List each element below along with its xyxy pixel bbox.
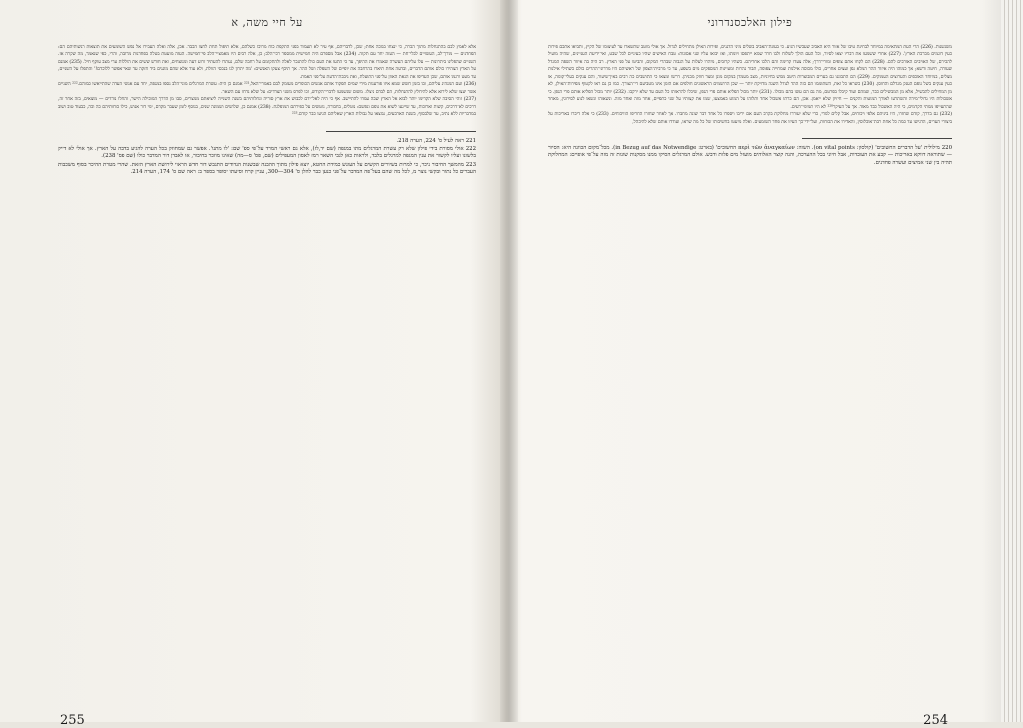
footnote: 223 מהמשך החיבור ניכר, כי למרות בשיורים הקשים על העונש כמידת החטא, יוצא פילון מתוך ההבנה שבשנות הנדודים התגבש דור חדש הראוי לירושת הארץ הזאת. שהרי מטרת ההיכר בסוף משכבות העברים כל נתור ובקשי נוצר מ, לכל מה שהם בעל־פה המדבר על־פני כנען כבר להלן ס' 304—300, עניין קרח וסיעתו יסופר בספר ב: ראה שם ס' 174, הערה 214. <box>58 161 476 176</box>
footnote: 222 אולי מסורת בידי פילון שלא רק עשרת המרגלים מתו במגפה (שם יד,לז), אלא גם ראשי המרד על־פי ספ' שם: 'לו מתנו'. אפשר גם שמחוזק בכל הערה להגיע בדבה על הארץ. אך אולי לא דייק בלשונו ועליו לקשור את ענין המגפה למרגלים בלבד, ולראות כאן לגבי השאר רמז לאסון המעפילים (שם, פס' ס—מה) שאינו מוזכר בחיבור, או לאבדן דור המדבר כולו (שם פס' 238). <box>58 145 476 160</box>
footnotes <box>58 138 476 177</box>
footnote: 220 מילולית 'על הדברים החשובים' (קולסון: on vital points). השוה: περὶ τῶν ἀναγκαίων החשובים' (בארט: in Bezug auf das Notwendige). מכל־מקום הכוונה היא: הסיור — שתוראה דווקא באריכות — קבע את העובדות, אבל חיוני בכל ההערכה, והנה קוצר האלוהים מועזל מים פלות ודבש. אולם המרגלים הסיקו ממנו מסקנות שונות זה מזה על־פי אופיים: המחלוקת תהיה בין שני אמיצים ועשרה פחדנים. <box>548 144 953 166</box>
footnotes <box>548 145 952 167</box>
running-head: על חיי משה, א <box>231 16 303 29</box>
paragraph: אלא לאמץ לבם בהתנחלות מתוך הכרה, כי ינצחו במכה אחת; שכן, לדבריהם, אף עיר לא תעמוד בפני התקפת כוח מרוכז כשלהם, אלא תיפול תחת לחצו הכבד. אכן, אלה ואלה העבירו אל נפש השומעים את תוצאות רגשותיהם הם: הפחדנים — מורך־לב, העשויים לבלי־חת — העזה יחד עם תקוה. (234) אבל מספרם היה חמישית ממספר רכי־הלב; כן, אלה רבים היו מאמציי־הלב פי־חמישה. העזה מועטת בטלה בפחדנות מרובה, והרי, כפי שנאמר, מה שקרה אז. השניים שהפליגו ביתרונות — עלו עליהם העשרה שאמרו את ההיפך, עד כי התעו את העם כולו להתנכר לאלה ולהתקומם על רחבה שלם, נעתרו להעתיד זרוע דעה ומנוצחים, ואת חודש ששים את הוללות ערי מצב עוקף חיל. (235) אמנם על הארץ הצהירו כולם אותם הדברים, ובדעה אחת תיארו בהרחבה את יופיים של השפלה ושל ההר. אך תיכף צעקו האנשים: 'מה יתרון לנו בנכסי הזולת, ולא עוד אלא שהם מוגנים ביד חזקה עד שאי־אפשר ללוכדם!' והתפלו על השניים, עד מעט ורגמו אותם, שכן העדיפו את הנאת האוזן על־פני התועלת, ואת גיבבת־הדעת על־פני האמת. <box>58 45 477 80</box>
page-number: 254 <box>923 713 948 728</box>
page-number: 255 <box>60 713 85 728</box>
paragraph: (232) גם בדרך, קודם שחזרו, היו ביניהם אלפי ויכוחים, אבל קלים למדי, כדי שלא יעוררו מחלוקת בקרב העם אם יריבו ויספרו כל אחד דבר שונה מחברו. אך לאחר שחזרו החריפו הוויכוחים. (233) כי אלה דיברו באריכות על ביצורי הערים, הדגישו עד כמה כל אחת רבת־אוכלוסין, והאדירו את הכוחות, ועל־ידי־כך העיזו את פחד השומעים. ואלה מיעטו בחשיבותו של כל מה שראו, ועודדו אותם שלא להיבהל, <box>548 112 952 125</box>
footnote-rule <box>326 131 476 132</box>
book-gutter <box>500 0 518 722</box>
body-text <box>548 44 952 126</box>
body-text <box>58 44 476 119</box>
footnote-rule <box>802 138 952 139</box>
paragraph: משגשגות. (226) הרי העת המתאימה במיוחד לבחינת טיבו של אזור היא האביב שעכשיו הגיע. כי בעונת־האביב בשלים מיני הדגנים, ופירות האילן מתחילים לגדול. אך אולי מוטב שתשארו עד לעיצומו של הקיץ, ותביאו אתכם פירות כעין דוגמים מברכת הארץ'. (227) אחרי ששמעו את דבריו יצאו לסיור, וכל העם הולך לשלוח ולבו חרד שמא ייתפסו ויומתו, ואז יבואו עליו שני אסונות: טבח האישים שהיו כעיניים לכל שבט, ואי־ידיעת העניינים, שהיה מועיל להכירם, של האויבים האורבים להם. (228) הם לקחו אתם צופים ומורי־דרך; אלה צעדו קדימה והם הלכו אחריהם. כשהיו קרובים, מיהרו לעלות על הגבוה שבהרי המקום, והביטו על פני הארץ. רב היה בה איזור השפה המגדל שעורה, חיטה ודשא; אך כמוהו היה איזור ההר המלא גפן ועצים אחרים, כולו מכוסה אילנות וצמחייה צפופה, תבור נהרות ומעיינות המספקים מים בשפע, עד כי מרבית־הצפון של ראשיהם היו מדרוני־ההרים כולם כשתילי אילנות מצלים, במיוחד האוכפים והערוצים העמוקים. (229) הם התבוננו גם בערים המבוצרות היטב ממש בחיוניות, מצב מעמדן במקום מוגן ומצד חוזק מבניהן. דרשו ומצאו כי התושבים כה רבים באין־שיעור, והם ענקים בעלי־קומה, או כעין ענקים בשל גופם הענק מגדלם והחוסן. (230) כשראו כל זאת, השתוממו הם כזה ההד לגודל השגה מדויקת יותר — שכן הרושמים הראשונים חולפים אם הזמן אינו מטביעם די־הצורך. כמו כן גם ראו לקטוף מפירות־האילן, לא מן המחילים להבשיל, אלא מן המבשילים כבר, שמהם ועוד קיבלו בפרטם, מה גם הם עשו בהם מכולו. (231) יותר מכול הפליא אותם פרי הגפן, שיכלו להראותו כל העם עד שלא ירקבו. (232) יותר מכול הפליא אותם פרי הגפן. כי אשכולות היו גדולי־מידה והשתרעו לאורך המוטות והקנים — חיזיון שלא ייאמן. אכן, הם כרתו אשכול אחד ותלוהו על המוט באמצעו, שמו את קצותיו על שני כתפיים, אחד מזה ואחד מזה. ונשאוהו ונשאו לנוע לסירוגין, מאחר שהתעייפו ממתי הקדמים, כי היה האשכול כבד מאוד. אך על העיקר²²⁰ לא היו תמימי־דעים. <box>548 45 953 110</box>
left-page <box>58 0 477 728</box>
page-edges <box>1001 0 1023 722</box>
paragraph: (236) ועם המנהיג עליהם, ובו בזמן חשש שמא איזו פורענות מידי שמים תפקוד אותם אנשים הכופרים מעומק לבם באמרי־האל,²²¹ אמנם כן היה: עשרת המרגלים מוגי־הלב נספו במגפה, יחד עם אנשי העדה שהתייאשו כמוהם.²²² השניים אשר יעצו שלא לירוא אלא להיחלץ להתנחלות, הם לבדם ניצלו. משום שנשמעו לדברי־הקודש, זכו לפרס משני הצדדים: על שלא נדחו עם השאר. <box>58 82 477 95</box>
running-head: פילון האלכסנדרוני <box>707 16 793 29</box>
right-page <box>548 0 953 728</box>
footnote: 221 ראה לעיל ס' 224, הערה 218. <box>396 137 476 144</box>
paragraph: (237) זוהי הסיבה שלא הקדימו יותר לבוא אל הארץ שבה עמדו להתיישב. אף כי היה לאל־ידם לכבוש את ארץ סוריה ונחלותיהם בשנה השנייה ליציאתם ממצרים, סבו מן הדרך המובילה הישר, והחלו נודדים — מוצאים, בזה אחר זה, דרכים לא־דרכים, קשות וארוכות, עד שייגעו לשוא את גופם ונפשם: נוטלים, בחבורה, נוטשים על כפירתם המופלגת. (238) אמנם כן, שלושים ושמונה שנים, בנוסף לזמן שעבר מקדם, ימי דור אנוש, כילו כוחותיהם כה וכה, כבעוד טוב ושוב במדבריות ללא נתיב, עד שלבסוף, בשנת הארבעים, נמצאו על גבולות הארץ שאליהם הגיעו כבר קודם.²²³ <box>58 97 477 118</box>
